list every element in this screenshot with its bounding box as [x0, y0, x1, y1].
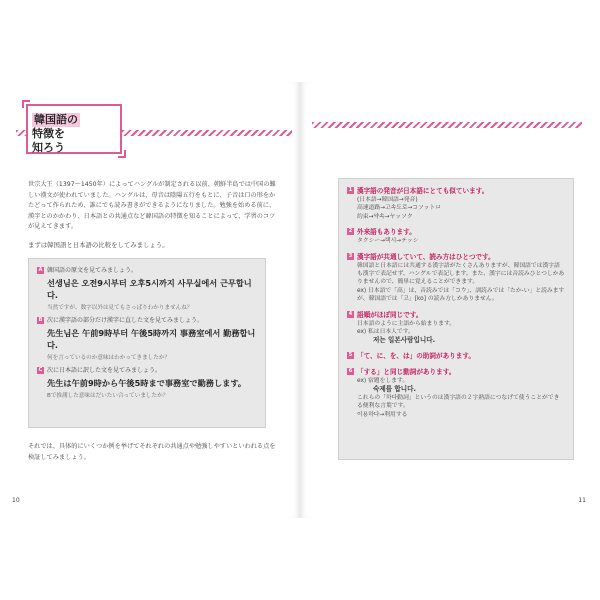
- badge-4: 4: [348, 310, 353, 317]
- feature-line: 高速道路→고속도로→コソットロ: [357, 205, 441, 212]
- comparison-item-b: [37, 317, 257, 361]
- sample-sentence: 先生님은 午前9時부터 午後5時까지 事務室에서 勤務합니다.: [47, 328, 256, 350]
- page-number-left: 10: [12, 497, 20, 504]
- hint: 当然ですが、数字以外は見てもさっぱりわかりませんね？: [47, 305, 193, 311]
- features-box: [338, 178, 574, 460]
- feature-line: 約束→약속→ヤッソク: [357, 213, 413, 220]
- badge-1: 1: [348, 187, 353, 193]
- title-line-1: 韓国語の: [34, 113, 78, 126]
- instruction: 次に日本語に訳した文を見てみましょう。: [47, 367, 162, 374]
- feature-line: (日本語→韓国語→発音): [357, 197, 418, 203]
- book-spread: [0, 82, 600, 518]
- badge-6: 6: [348, 367, 353, 374]
- badge-3: 3: [348, 252, 353, 259]
- badge-b: B: [38, 317, 43, 323]
- badge-c: C: [38, 367, 43, 373]
- feature-line-korean: 숙제를 합니다.: [373, 385, 417, 394]
- left-page: [0, 82, 301, 518]
- feature-item: [347, 311, 565, 345]
- feature-line: ex) 宿題をします。: [357, 377, 409, 384]
- feature-line: 日本語のように主語から始まります。: [357, 320, 456, 327]
- feature-line: タクシー→택시→テッシ: [357, 238, 419, 245]
- badge-5: 5: [348, 351, 353, 358]
- section-title-box: [26, 104, 122, 154]
- instruction: 韓国語の原文を見てみましょう。: [47, 267, 138, 274]
- page-number-right: 11: [578, 497, 586, 504]
- feature-line: ex) 私は日本人です。: [357, 329, 414, 336]
- title-line-3: 知ろう: [32, 141, 65, 154]
- feature-line-korean: 저는 일본사람입니다.: [373, 336, 436, 345]
- feature-line: ex) 日本語で「高」は、音読みでは「コウ」、訓読みでは「たか-い」と読みますが、韓国語では「고」[ko] の読み方しかありません。: [357, 287, 565, 303]
- comparison-item-c: [37, 367, 257, 399]
- badge-a: A: [38, 267, 43, 273]
- sample-sentence: 선생님은 오전9시부터 오후5시까지 사무실에서 근무합니다.: [47, 278, 252, 300]
- sample-sentence: 先生は午前9時から午後5時まで事務室で勤務します。: [47, 378, 247, 388]
- feature-item: [347, 187, 565, 221]
- feature-line: これらの「하다動詞」というのは漢字語の２字熟語につなげて使うことができる便利な言葉です。: [357, 394, 560, 410]
- feature-heading: 漢字語の発音が日本語にとても似ています。: [357, 187, 489, 195]
- feature-item: [347, 352, 565, 361]
- instruction: 次に漢字語の部分だけ漢字に直した文を見てみましょう。: [47, 317, 204, 324]
- feature-heading: 語順がほぼ同じです。: [357, 310, 423, 319]
- feature-heading: 外来語もあります。: [357, 228, 416, 237]
- right-page: [300, 82, 600, 518]
- badge-2: 2: [348, 228, 353, 235]
- title-line-2: 特徴を: [32, 127, 65, 140]
- decorative-stripe: [312, 122, 582, 128]
- comparison-item-a: [37, 267, 257, 311]
- feature-heading: 「て、に、を、は」の助詞があります。: [357, 351, 476, 360]
- feature-item: [347, 368, 565, 419]
- lead-sentence: まずは韓国語と日本語の比較をしてみましょう。: [28, 241, 169, 249]
- feature-item: [347, 228, 565, 245]
- closing-paragraph: それでは、具体的にいくつか例を挙げてそれぞれの共通点や勉強しやすいといわれる点を検証してみましょう。: [28, 443, 276, 461]
- intro-paragraph: 世宗大王（1397～1450年）によってハングルが制定される以前、朝鮮半島では中国の難しい漢文が使われていました。ハングルは、母音は陰陽五行をもとに、子音は口の形をかたどって作られため、誰にでも読み書きができるようになりました。勉強を始める前に、漢字とのかかわり、日本語との共通点など韓国語の特徴を知ることによって、学習のコツが見えてきます。: [28, 181, 276, 230]
- feature-line: 韓国語と日本語には共通する漢字語がたくさんありますが、韓国語では漢字語も漢字で表記せず、ハングルで表記します。また、漢字には音読みひとつしかありませんので、簡単に覚えることができます。: [357, 262, 565, 286]
- hint: 何を言っているのか意味はわかってきましたか？: [47, 355, 171, 361]
- feature-item: [347, 253, 565, 304]
- hint: Bで推測した意味はだいたい合っていましたか？: [47, 393, 169, 399]
- comparison-box: [28, 258, 266, 428]
- feature-heading: 「する」と同じ動詞があります。: [357, 367, 456, 376]
- feature-heading: 漢字語が共通していて、読み方はひとつです。: [357, 252, 495, 261]
- feature-line: 이용하다→利用する: [357, 411, 408, 418]
